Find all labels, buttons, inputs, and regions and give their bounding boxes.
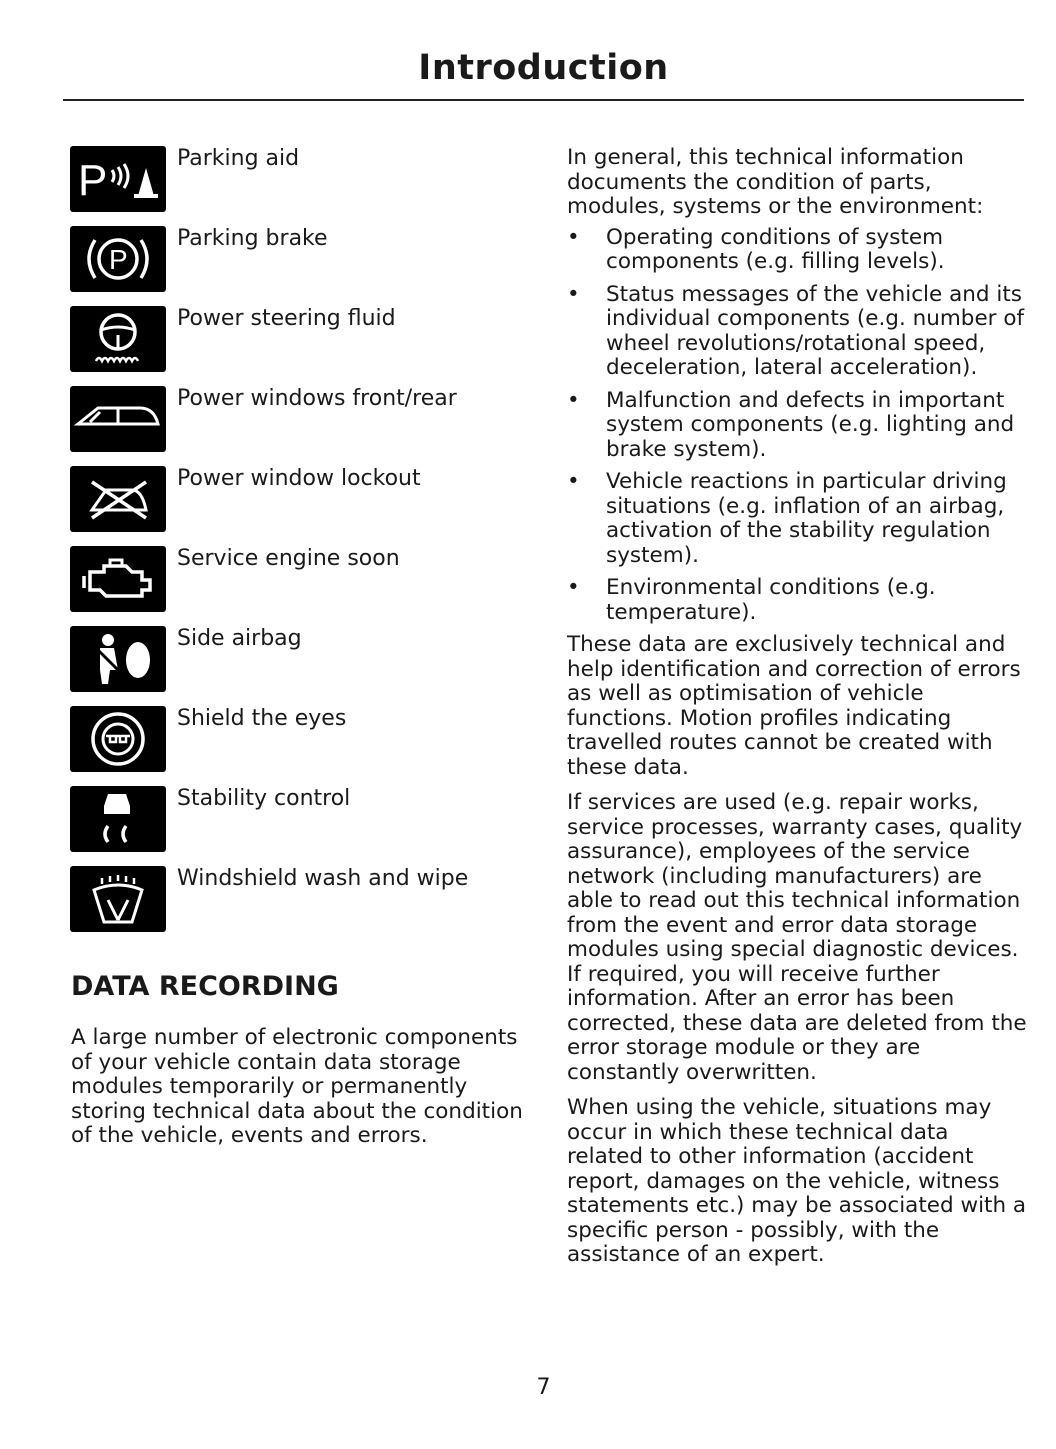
- service-engine-soon-icon: [70, 546, 166, 612]
- bullet-dot: •: [567, 224, 580, 250]
- data-recording-intro: A large number of electronic components of your vehicle contain data storage modules temporarily or permanently storing technical data about the condition of the vehicle, events and errors.: [71, 1025, 523, 1148]
- section-heading: DATA RECORDING: [71, 971, 339, 1002]
- bullet-dot: •: [567, 575, 580, 600]
- stability-control-icon: [70, 786, 166, 852]
- side-airbag-icon: [70, 626, 166, 692]
- paragraph: If services are used (e.g. repair works, service processes, warranty cases, quality assurance), employees of the service network (including manufacturers) are able to read out this technical information from the event and error data storage modules using special diagnostic devices. If required, you will receive further information. After an error has been corrected, these data are deleted from the error storage module or they are constantly overwritten.: [567, 790, 1027, 1085]
- power-steering-fluid-icon: [70, 306, 166, 372]
- symbol-label: Windshield wash and wipe: [177, 866, 469, 891]
- symbol-label: Power steering fluid: [177, 306, 396, 331]
- symbol-row-parking-aid: [70, 146, 530, 212]
- symbol-row-windshield-wash-wipe: [70, 866, 530, 932]
- page-number: 7: [536, 1375, 551, 1400]
- svg-text:P: P: [109, 244, 128, 275]
- symbol-label: Stability control: [177, 786, 351, 811]
- paragraph: These data are exclusively technical and help identification and correction of errors as well as optimisation of vehicle functions. Motion profiles indicating travelled routes cannot be created with these data.: [567, 632, 1021, 780]
- bullet-dot: •: [567, 469, 580, 494]
- parking-brake-icon: [70, 226, 166, 292]
- bullet-dot: •: [567, 281, 580, 307]
- page-title: Introduction: [418, 48, 669, 88]
- paragraph: When using the vehicle, situations may occur in which these technical data related to other information (accident report, damages on the vehicle, witness statements etc.) may be associated with a specific person - possibly, with the assistance of an expert.: [567, 1095, 1027, 1267]
- right-column: [567, 146, 1027, 1268]
- symbol-row-shield-the-eyes: [70, 706, 530, 772]
- windshield-wash-wipe-icon: [70, 866, 166, 932]
- symbol-row-side-airbag: [70, 626, 530, 692]
- symbol-label: Power window lockout: [177, 466, 421, 491]
- list-item: • Vehicle reactions in particular driving situations (e.g. inflation of an airbag, activation of the stability regulation system).: [567, 469, 1007, 568]
- symbol-label: Side airbag: [177, 626, 302, 651]
- list-item: • Environmental conditions (e.g. temperature).: [567, 575, 936, 625]
- power-windows-icon: [70, 386, 166, 452]
- symbol-label: Shield the eyes: [177, 706, 347, 731]
- symbol-row-stability-control: [70, 786, 530, 852]
- symbol-row-power-steering-fluid: [70, 306, 530, 372]
- symbol-row-parking-brake: [70, 226, 530, 292]
- list-item: • Operating conditions of system components (e.g. filling levels).: [567, 224, 945, 274]
- bullet-dot: •: [567, 387, 580, 413]
- svg-text:P: P: [78, 156, 108, 205]
- list-item: • Status messages of the vehicle and its individual components (e.g. number of wheel revolutions/rotational speed, deceleration, lateral acceleration).: [567, 281, 1025, 380]
- bullet-list: [567, 226, 1027, 626]
- symbol-label: Power windows front/rear: [177, 386, 457, 411]
- lead-paragraph: In general, this technical information documents the condition of parts, modules, systems or the environment:: [567, 145, 984, 219]
- shield-the-eyes-icon: [70, 706, 166, 772]
- power-window-lockout-icon: [70, 466, 166, 532]
- symbol-row-service-engine-soon: [70, 546, 530, 612]
- title-divider: [63, 99, 1024, 101]
- list-item: • Malfunction and defects in important system components (e.g. lighting and brake system).: [567, 387, 1015, 462]
- symbol-label: Service engine soon: [177, 546, 400, 571]
- parking-aid-icon: [70, 146, 166, 212]
- symbol-label: Parking aid: [177, 146, 300, 171]
- symbol-row-power-window-lockout: [70, 466, 530, 532]
- symbol-label: Parking brake: [177, 226, 328, 251]
- symbol-row-power-windows: [70, 386, 530, 452]
